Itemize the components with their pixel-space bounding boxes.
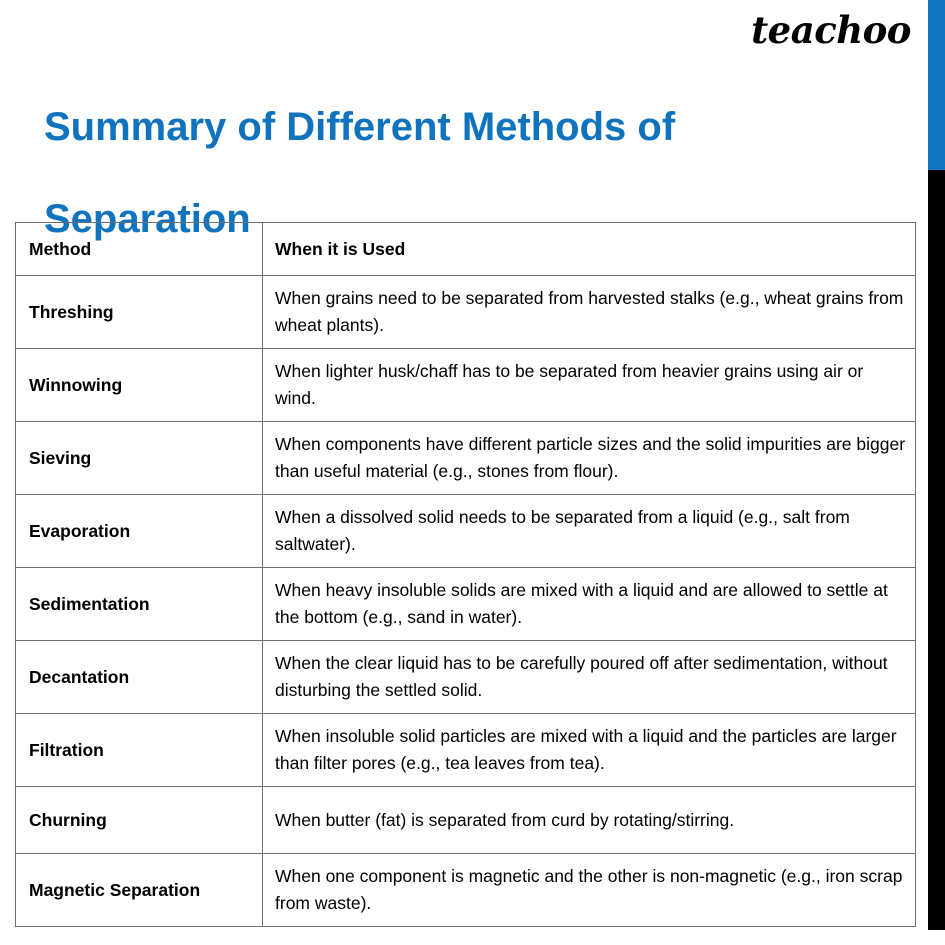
separation-methods-table (15, 222, 916, 927)
cell-when-used: When butter (fat) is separated from curd by rotating/stirring. (263, 787, 916, 854)
cell-when-used: When one component is magnetic and the other is non-magnetic (e.g., iron scrap from waste). (263, 854, 916, 927)
cell-when-used: When components have different particle sizes and the solid impurities are bigger than useful material (e.g., stones from flour). (263, 422, 916, 495)
teachoo-logo: teachoo (751, 8, 911, 52)
table-body (16, 276, 916, 927)
cell-method: Threshing (16, 276, 263, 349)
cell-when-used: When heavy insoluble solids are mixed with a liquid and are allowed to settle at the bottom (e.g., sand in water). (263, 568, 916, 641)
right-edge-accent-bar-blue (928, 0, 945, 170)
table-row (16, 787, 916, 854)
cell-when-used: When lighter husk/chaff has to be separated from heavier grains using air or wind. (263, 349, 916, 422)
cell-method: Evaporation (16, 495, 263, 568)
cell-when-used: When a dissolved solid needs to be separated from a liquid (e.g., salt from saltwater). (263, 495, 916, 568)
right-edge-accent-bar-black (928, 170, 945, 930)
table-header (16, 223, 916, 276)
cell-method: Magnetic Separation (16, 854, 263, 927)
table-header-row (16, 223, 916, 276)
cell-method: Winnowing (16, 349, 263, 422)
column-header-when-used: When it is Used (263, 223, 916, 276)
table-row (16, 422, 916, 495)
cell-method: Sieving (16, 422, 263, 495)
table-row (16, 568, 916, 641)
cell-when-used: When insoluble solid particles are mixed with a liquid and the particles are larger than filter pores (e.g., tea leaves from tea). (263, 714, 916, 787)
cell-when-used: When the clear liquid has to be carefully poured off after sedimentation, without disturbing the settled solid. (263, 641, 916, 714)
cell-method: Decantation (16, 641, 263, 714)
page-title-line-2: Separation (44, 196, 251, 241)
cell-when-used: When grains need to be separated from harvested stalks (e.g., wheat grains from wheat plants). (263, 276, 916, 349)
cell-method: Sedimentation (16, 568, 263, 641)
cell-method: Filtration (16, 714, 263, 787)
table-row (16, 276, 916, 349)
page-title-line-1: Summary of Different Methods of (44, 104, 676, 149)
table-row (16, 854, 916, 927)
table-row (16, 641, 916, 714)
table-row (16, 495, 916, 568)
column-header-method: Method (16, 223, 263, 276)
cell-method: Churning (16, 787, 263, 854)
table-row (16, 714, 916, 787)
table-row (16, 349, 916, 422)
